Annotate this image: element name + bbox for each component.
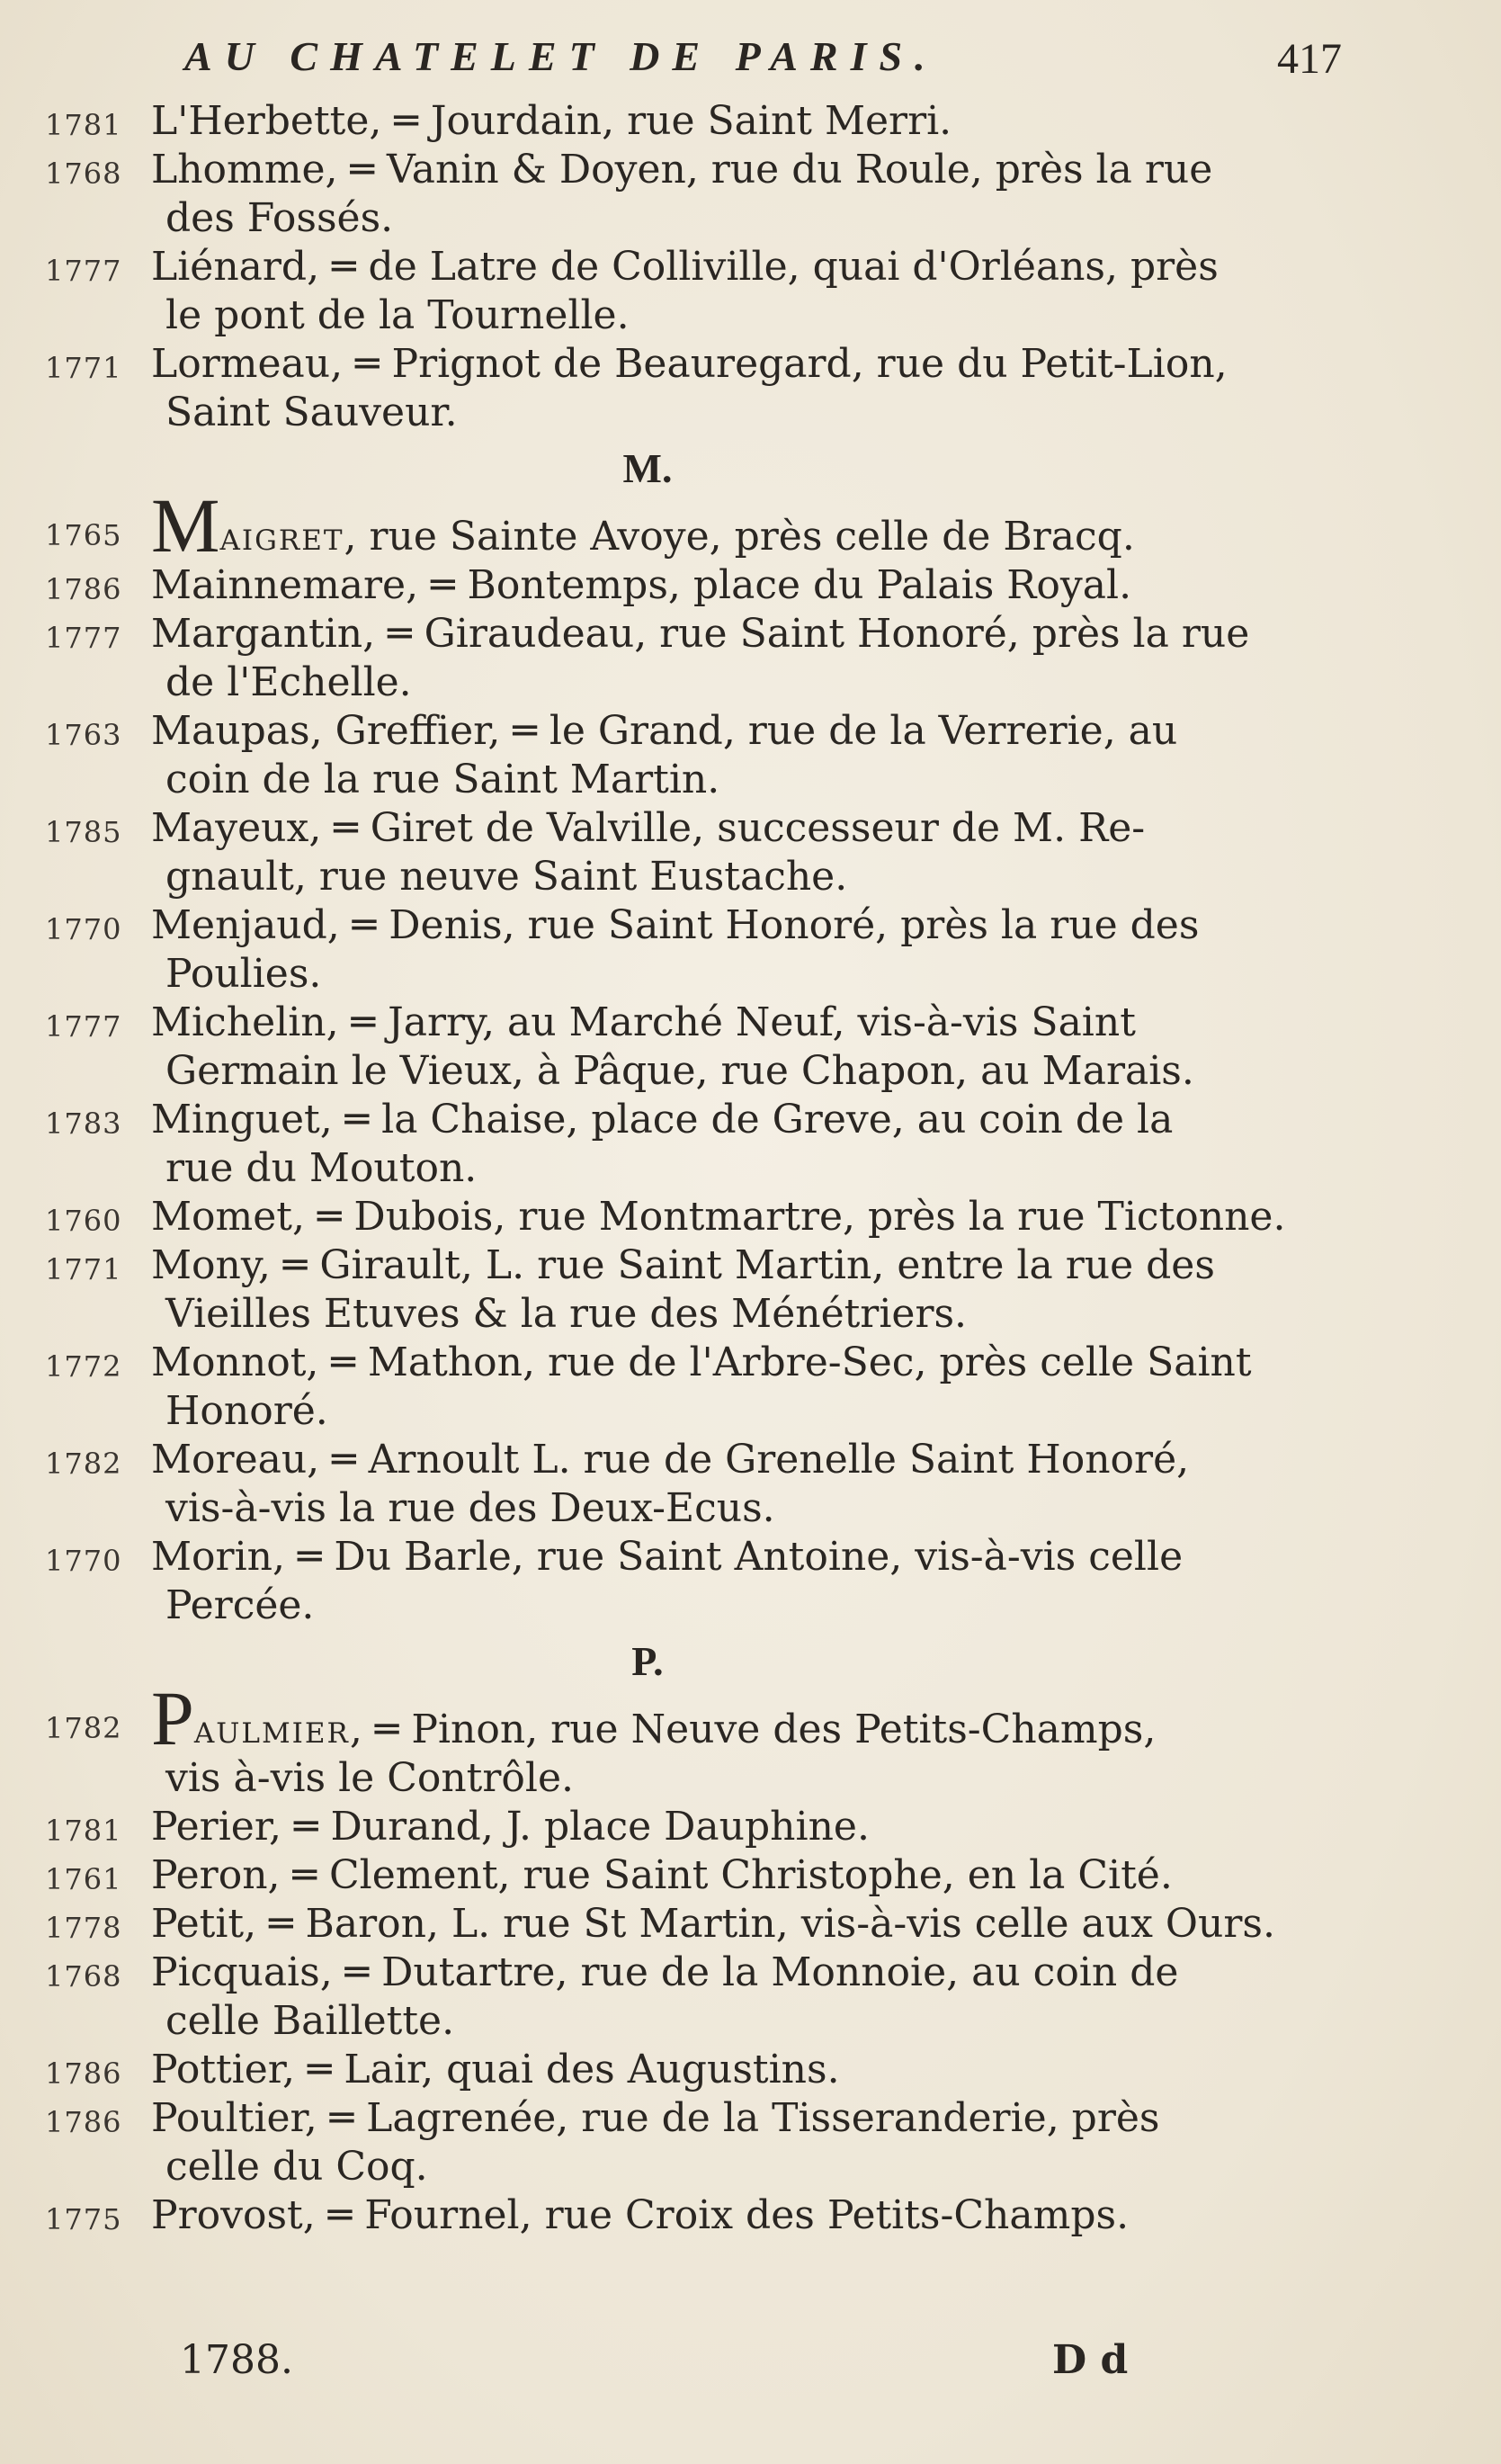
signature-mark: D d	[1052, 2337, 1129, 2383]
entry-continuation: Vieilles Etuves & la rue des Ménétriers.	[165, 1291, 968, 1337]
entry-text: Pottier, ═ Lair, quai des Augustins.	[151, 2047, 840, 2092]
entry-continuation: Honoré.	[165, 1388, 328, 1434]
entry-continuation: coin de la rue Saint Martin.	[165, 757, 720, 802]
entry-text: Poultier, ═ Lagrenée, rue de la Tisseranderie, près	[151, 2095, 1160, 2141]
page-header	[184, 32, 1354, 86]
entry-text: Minguet, ═ la Chaise, place de Greve, au coin de la	[151, 1097, 1174, 1142]
entry-text: Maupas, Greffier, ═ le Grand, rue de la Verrerie, au	[151, 708, 1178, 754]
entry-year: 1775	[45, 2202, 122, 2236]
entry-text: Perier, ═ Durand, J. place Dauphine.	[151, 1804, 870, 1850]
list-item	[45, 1339, 1358, 1436]
entry-year: 1763	[45, 718, 122, 752]
entry-year: 1770	[45, 912, 122, 946]
entry-continuation: vis-à-vis la rue des Deux-Ecus.	[165, 1485, 775, 1531]
entry-continuation: Saint Sauveur.	[165, 390, 458, 435]
entry-text: , rue Sainte Avoye, près celle de Bracq.	[344, 514, 1135, 560]
entry-continuation: de l'Echelle.	[165, 659, 412, 705]
list-item	[45, 482, 1358, 569]
entry-year: 1771	[45, 1252, 122, 1286]
list-item	[45, 1096, 1358, 1193]
entry-year: 1783	[45, 1107, 122, 1141]
footer-year: 1788.	[180, 2337, 293, 2383]
entry-text: L'Herbette, ═ Jourdain, rue Saint Merri.	[151, 98, 952, 144]
list-item	[45, 146, 1358, 243]
list-item	[45, 901, 1358, 999]
entry-year: 1770	[45, 1544, 122, 1578]
entry-year: 1785	[45, 815, 122, 849]
entry-continuation: le pont de la Tournelle.	[165, 292, 630, 338]
list-item	[45, 1851, 1358, 1900]
entry-year: 1786	[45, 2105, 122, 2139]
entry-year: 1771	[45, 351, 122, 385]
entry-continuation: Poulies.	[165, 951, 322, 997]
entry-year: 1777	[45, 621, 122, 655]
entry-continuation: Germain le Vieux, à Pâque, rue Chapon, au Marais.	[165, 1048, 1194, 1094]
entry-year: 1777	[45, 254, 122, 288]
list-item	[45, 340, 1358, 437]
list-item	[45, 1675, 1358, 1803]
entry-continuation: gnault, rue neuve Saint Eustache.	[165, 854, 848, 900]
list-item	[45, 1193, 1358, 1241]
directory-entries	[45, 97, 1358, 2240]
list-item	[45, 999, 1358, 1096]
entry-text: Monnot, ═ Mathon, rue de l'Arbre-Sec, près celle Saint	[151, 1340, 1252, 1385]
entry-text: Menjaud, ═ Denis, rue Saint Honoré, près la rue des	[151, 902, 1200, 948]
entry-year: 1760	[45, 1204, 122, 1238]
entry-year: 1777	[45, 1009, 122, 1044]
list-item	[45, 2094, 1358, 2191]
entry-continuation: des Fossés.	[165, 195, 394, 241]
entry-year: 1765	[45, 518, 122, 552]
entry-year: 1781	[45, 1814, 122, 1848]
entry-text: Mony, ═ Girault, L. rue Saint Martin, entre la rue des	[151, 1242, 1215, 1288]
list-item	[45, 2046, 1358, 2094]
entry-text: Lhomme, ═ Vanin & Doyen, rue du Roule, près la rue	[151, 147, 1213, 193]
entry-year: 1778	[45, 1911, 122, 1945]
list-item	[45, 97, 1358, 146]
page-number: 417	[1277, 35, 1342, 83]
entry-continuation: celle Baillette.	[165, 1998, 455, 2044]
entry-year: 1781	[45, 108, 122, 142]
entry-text: Michelin, ═ Jarry, au Marché Neuf, vis-à-vis Saint	[151, 999, 1136, 1045]
list-item	[45, 1436, 1358, 1533]
list-item	[45, 1533, 1358, 1630]
list-item	[45, 1900, 1358, 1949]
list-item	[45, 610, 1358, 707]
entry-text: Peron, ═ Clement, rue Saint Christophe, en la Cité.	[151, 1852, 1173, 1898]
list-item	[45, 1949, 1358, 2046]
entry-text: Margantin, ═ Giraudeau, rue Saint Honoré, près la rue	[151, 611, 1250, 657]
entry-year: 1782	[45, 1711, 122, 1745]
entry-name: aulmier	[193, 1707, 350, 1752]
entry-text: Petit, ═ Baron, L. rue St Martin, vis-à-vis celle aux Ours.	[151, 1901, 1275, 1947]
entry-text: Lormeau, ═ Prignot de Beauregard, rue du Petit-Lion,	[151, 341, 1228, 387]
entry-continuation: vis à-vis le Contrôle.	[165, 1755, 574, 1801]
entry-year: 1786	[45, 572, 122, 606]
entry-year: 1768	[45, 157, 122, 191]
drop-cap: P	[151, 1675, 194, 1761]
list-item	[45, 561, 1358, 610]
entry-year: 1772	[45, 1349, 122, 1384]
list-item	[45, 243, 1358, 340]
entry-year: 1761	[45, 1862, 122, 1896]
running-head: AU CHATELET DE PARIS.	[184, 33, 938, 79]
entry-text: Moreau, ═ Arnoult L. rue de Grenelle Saint Honoré,	[151, 1437, 1190, 1483]
entry-year: 1782	[45, 1447, 122, 1481]
list-item	[45, 1803, 1358, 1851]
entry-text: Mainnemare, ═ Bontemps, place du Palais Royal.	[151, 562, 1132, 608]
list-item	[45, 707, 1358, 804]
page-footer	[180, 2337, 1169, 2391]
entry-name: aigret	[219, 514, 344, 560]
section-heading-p: P.	[631, 1638, 664, 1684]
entry-year: 1786	[45, 2056, 122, 2091]
list-item	[45, 804, 1358, 901]
entry-text: Provost, ═ Fournel, rue Croix des Petits-Champs.	[151, 2192, 1130, 2238]
entry-continuation: rue du Mouton.	[165, 1145, 478, 1191]
entry-continuation: Percée.	[165, 1582, 315, 1628]
entry-text: Liénard, ═ de Latre de Colliville, quai d'Orléans, près	[151, 244, 1219, 290]
entry-year: 1768	[45, 1959, 122, 1994]
entry-text: Morin, ═ Du Barle, rue Saint Antoine, vis-à-vis celle	[151, 1534, 1184, 1580]
entry-text: , ═ Pinon, rue Neuve des Petits-Champs,	[349, 1707, 1157, 1752]
entry-text: Mayeux, ═ Giret de Valville, successeur de M. Re-	[151, 805, 1146, 851]
list-item	[45, 1241, 1358, 1339]
list-item	[45, 2191, 1358, 2240]
section-heading-m: M.	[622, 445, 673, 491]
entry-text: Picquais, ═ Dutartre, rue de la Monnoie, au coin de	[151, 1949, 1179, 1995]
entry-continuation: celle du Coq.	[165, 2144, 428, 2190]
entry-text: Momet, ═ Dubois, rue Montmartre, près la rue Tictonne.	[151, 1194, 1286, 1240]
drop-cap: M	[151, 482, 220, 569]
